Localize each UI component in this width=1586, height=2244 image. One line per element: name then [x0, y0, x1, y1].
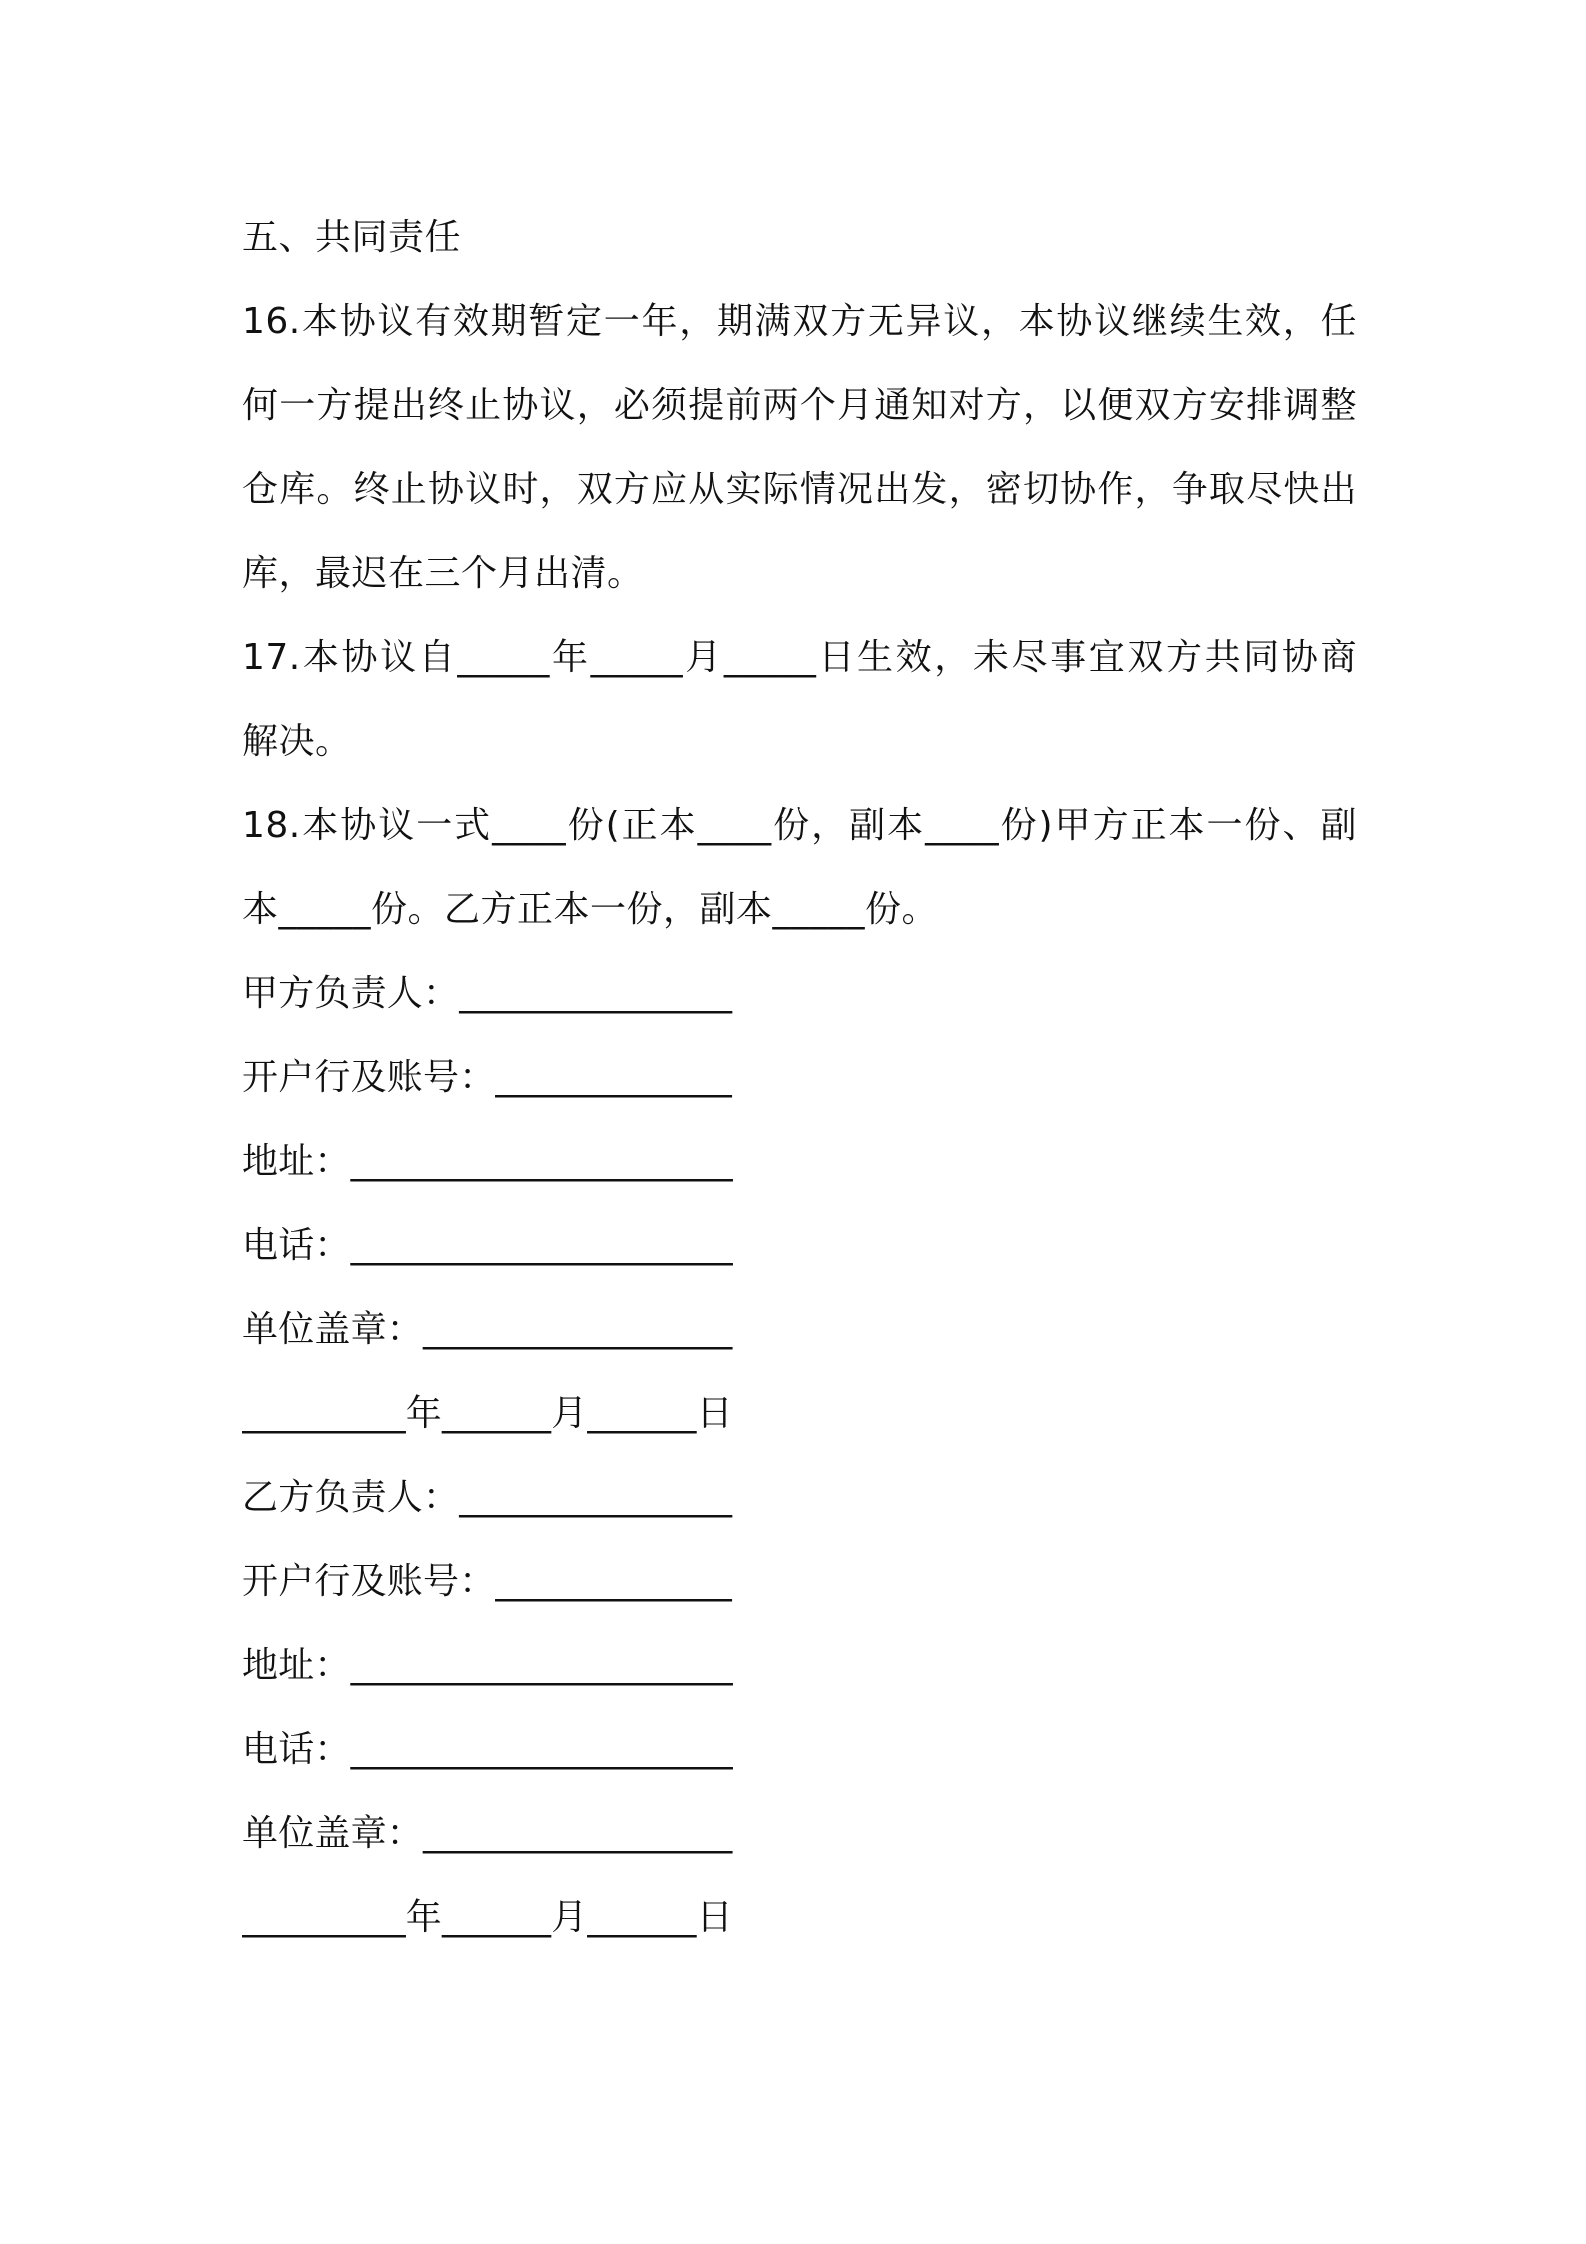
- clause-18-line-2: 本_____份。乙方正本一份，副本_____份。: [242, 889, 939, 930]
- clause-16-line-2: 何一方提出终止协议，必须提前两个月通知对方，以便双方安排调整: [242, 385, 1357, 426]
- clause-16: [242, 280, 1357, 616]
- party-b-address-field: 地址：_____________________: [242, 1645, 733, 1686]
- party-a-signature-block: [242, 952, 1357, 1456]
- party-b-signature-block: [242, 1456, 1357, 1960]
- party-a-representative-field: 甲方负责人：_______________: [242, 973, 733, 1014]
- party-a-date-field: _________年______月______日: [242, 1393, 733, 1434]
- party-b-date-field: _________年______月______日: [242, 1897, 733, 1938]
- party-b-representative-field: 乙方负责人：_______________: [242, 1477, 733, 1518]
- clause-17-line-2: 解决。: [242, 721, 352, 762]
- party-b-phone-field: 电话：_____________________: [242, 1729, 733, 1770]
- party-a-bank-account-field: 开户行及账号：_____________: [242, 1057, 733, 1098]
- clause-18-line-1: 18.本协议一式____份(正本____份，副本____份)甲方正本一份、副: [242, 805, 1357, 846]
- party-b-bank-account-field: 开户行及账号：_____________: [242, 1561, 733, 1602]
- clause-17: [242, 616, 1357, 784]
- clause-16-line-4: 库，最迟在三个月出清。: [242, 553, 644, 594]
- party-a-seal-field: 单位盖章：_________________: [242, 1309, 733, 1350]
- party-b-seal-field: 单位盖章：_________________: [242, 1813, 733, 1854]
- clause-17-line-1: 17.本协议自_____年_____月_____日生效，未尽事宜双方共同协商: [242, 637, 1357, 678]
- party-a-phone-field: 电话：_____________________: [242, 1225, 733, 1266]
- clause-18: [242, 784, 1357, 952]
- clause-16-line-1: 16.本协议有效期暂定一年，期满双方无异议，本协议继续生效，任: [242, 301, 1357, 342]
- section-heading: 五、共同责任: [242, 217, 462, 258]
- party-a-address-field: 地址：_____________________: [242, 1141, 733, 1182]
- document-page: [242, 196, 1357, 1960]
- clause-16-line-3: 仓库。终止协议时，双方应从实际情况出发，密切协作，争取尽快出: [242, 469, 1357, 510]
